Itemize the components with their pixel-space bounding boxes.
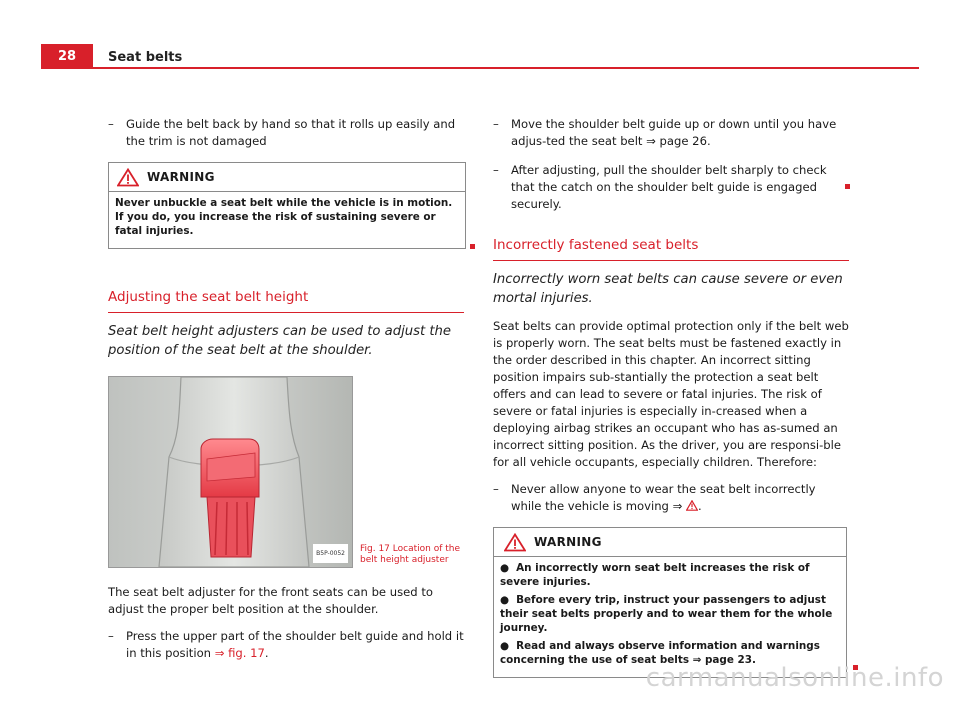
warning-item-text: Before every trip, instruct your passengers to adjust their seat belts properly and to wear them for the whole journey.: [500, 594, 833, 634]
belt-adjuster-image: [108, 376, 353, 568]
figure-17: [108, 376, 464, 568]
bullet-text: Never allow anyone to wear the seat belt incorrectly while the vehicle is moving ⇒: [511, 482, 816, 513]
end-of-section-marker: [470, 244, 475, 249]
bullet-dot: ●: [500, 562, 510, 574]
warning-header: [494, 528, 846, 557]
section-lead: Seat belt height adjusters can be used to adjust the position of the seat belt at the shoulder.: [108, 324, 452, 358]
right-column: [493, 116, 849, 678]
list-item: [108, 116, 464, 150]
bullet-end: .: [264, 646, 269, 660]
warning-title: WARNING: [534, 534, 602, 549]
dash-marker: –: [493, 163, 499, 177]
end-of-section-marker: [845, 184, 850, 189]
bullet-text: Guide the belt back by hand so that it rolls up easily and the trim is not damaged: [126, 117, 456, 148]
bullet-text: After adjusting, pull the shoulder belt sharply to check that the catch on the shoulder belt guide is engaged securely.: [511, 163, 827, 211]
warning-item: [500, 561, 840, 589]
watermark: carmanualsonline.info: [645, 663, 944, 693]
bullet-dot: ●: [500, 594, 510, 606]
warning-triangle-icon: [117, 168, 139, 187]
list-item: [493, 116, 849, 150]
belt-adjuster-illustration: [109, 377, 352, 567]
warning-triangle-icon[interactable]: [686, 500, 698, 511]
left-column: [108, 116, 464, 674]
dash-marker: –: [108, 117, 114, 131]
warning-item-text: An incorrectly worn seat belt increases the risk of severe injuries.: [500, 562, 810, 588]
warning-text: Never unbuckle a seat belt while the vehicle is in motion. If you do, you increase the risk of sustaining severe or fatal injuries.: [115, 197, 453, 237]
bullet-text: Move the shoulder belt guide up or down until you have adjus-ted the seat belt ⇒ page 26.: [511, 117, 837, 148]
warning-triangle-icon: [504, 533, 526, 552]
header-rule: [41, 67, 919, 69]
warning-box: [108, 162, 466, 249]
section-title: Incorrectly fastened seat belts: [493, 237, 849, 261]
bullet-text: Press the upper part of the shoulder belt guide and hold it in this position: [126, 629, 464, 660]
paragraph: Seat belts can provide optimal protection only if the belt web is properly worn. The seat belts must be fastened exactly in the order described in this chapter. An incorrect sitting position impairs sub-stantially the protection a seat belt offers and can lead to severe or fatal injuries. The risk of severe or fatal injuries is especially in-creased when a deploying airbag strikes an occupant who has as-sumed an incorrect sitting position. As the driver, you are responsi-ble for all vehicle occupants, especially children. Therefore:: [493, 319, 849, 469]
page-title: Seat belts: [108, 50, 183, 65]
section-lead: Incorrectly worn seat belts can cause severe or even mortal injuries.: [493, 272, 843, 306]
dash-marker: –: [108, 629, 114, 643]
bullet-end: .: [698, 499, 702, 513]
figure-caption: Fig. 17 Location of the belt height adjuster: [360, 544, 461, 565]
warning-box: [493, 527, 847, 678]
figure-link[interactable]: ⇒ fig. 17: [214, 646, 265, 660]
dash-marker: –: [493, 482, 499, 496]
section-title: Adjusting the seat belt height: [108, 289, 464, 313]
warning-title: WARNING: [147, 169, 215, 184]
warning-item: [500, 593, 840, 635]
dash-marker: –: [493, 117, 499, 131]
page-number: 28: [41, 44, 93, 68]
warning-header: [109, 163, 465, 192]
warning-body: [109, 192, 465, 248]
paragraph: The seat belt adjuster for the front seats can be used to adjust the proper belt position at the shoulder.: [108, 585, 433, 616]
warning-item-text: Read and always observe information and warnings concerning the use of seat belts ⇒ page 23.: [500, 640, 820, 666]
figure-code: B5P-0052: [313, 544, 348, 563]
list-item: [493, 481, 849, 515]
warning-body: [494, 557, 846, 677]
list-item: [108, 628, 464, 662]
list-item: [493, 162, 849, 213]
bullet-dot: ●: [500, 640, 510, 652]
